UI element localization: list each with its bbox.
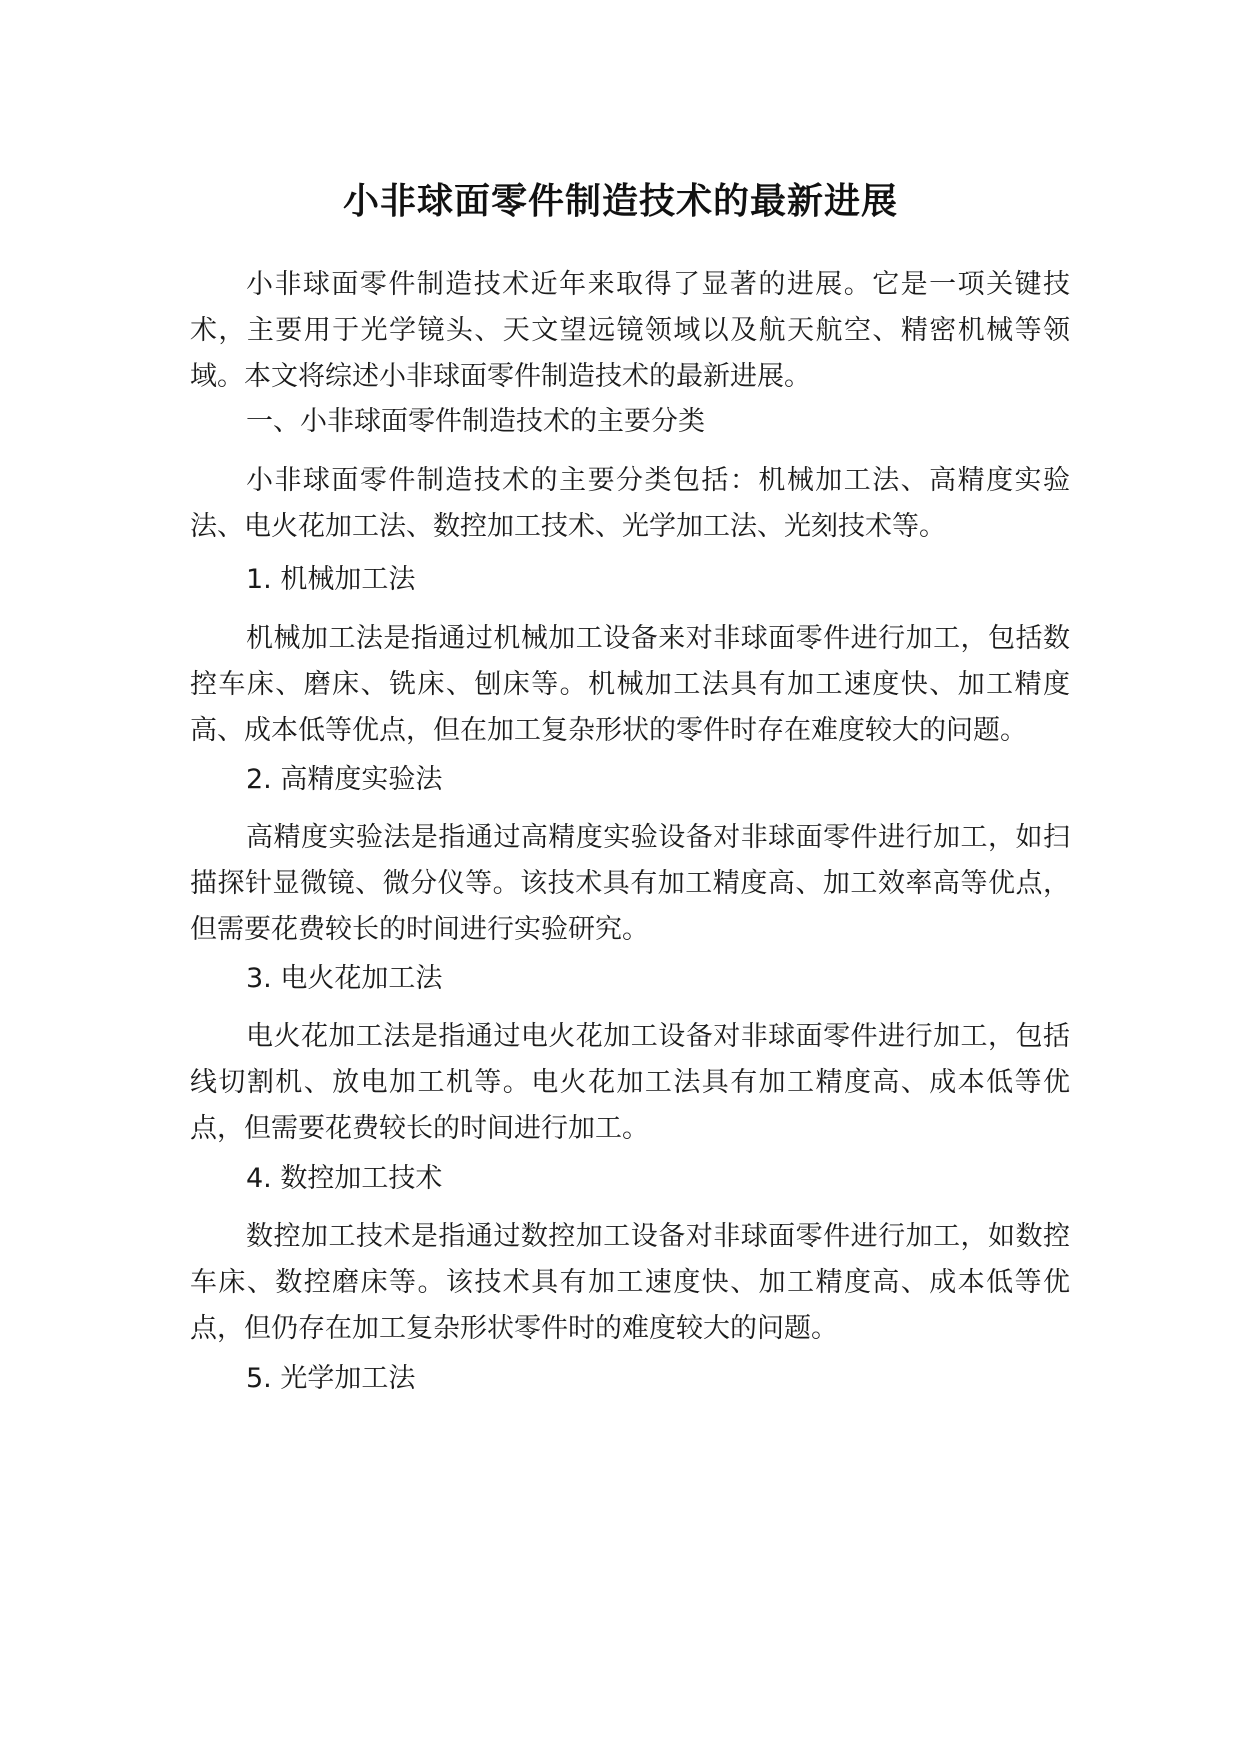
intro-paragraph: 小非球面零件制造技术近年来取得了显著的进展。它是一项关键技术，主要用于光学镜头、天文望远镜领域以及航天航空、精密机械等领域。本文将综述小非球面零件制造技术的最新进展。 — [190, 269, 1070, 392]
document-title: 小非球面零件制造技术的最新进展 — [342, 181, 898, 222]
section-summary-paragraph: 小非球面零件制造技术的主要分类包括：机械加工法、高精度实验法、电火花加工法、数控加工技术、光学加工法、光刻技术等。 — [190, 465, 1070, 542]
item-heading-2: 2. 高精度实验法 — [246, 764, 443, 795]
item-body-3: 电火花加工法是指通过电火花加工设备对非球面零件进行加工，包括线切割机、放电加工机等。电火花加工法具有加工精度高、成本低等优点，但需要花费较长的时间进行加工。 — [190, 1021, 1070, 1144]
item-body-2: 高精度实验法是指通过高精度实验设备对非球面零件进行加工，如扫描探针显微镜、微分仪等。该技术具有加工精度高、加工效率高等优点，但需要花费较长的时间进行实验研究。 — [190, 822, 1070, 945]
item-heading-4: 4. 数控加工技术 — [246, 1163, 443, 1194]
item-heading-3: 3. 电火花加工法 — [246, 963, 443, 994]
item-heading-5: 5. 光学加工法 — [246, 1363, 416, 1394]
section-heading: 一、小非球面零件制造技术的主要分类 — [246, 406, 705, 437]
item-body-1: 机械加工法是指通过机械加工设备来对非球面零件进行加工，包括数控车床、磨床、铣床、刨床等。机械加工法具有加工速度快、加工精度高、成本低等优点，但在加工复杂形状的零件时存在难度较大的问题。 — [190, 623, 1070, 746]
item-body-4: 数控加工技术是指通过数控加工设备对非球面零件进行加工，如数控车床、数控磨床等。该技术具有加工速度快、加工精度高、成本低等优点，但仍存在加工复杂形状零件时的难度较大的问题。 — [190, 1221, 1070, 1344]
item-heading-1: 1. 机械加工法 — [246, 564, 416, 595]
